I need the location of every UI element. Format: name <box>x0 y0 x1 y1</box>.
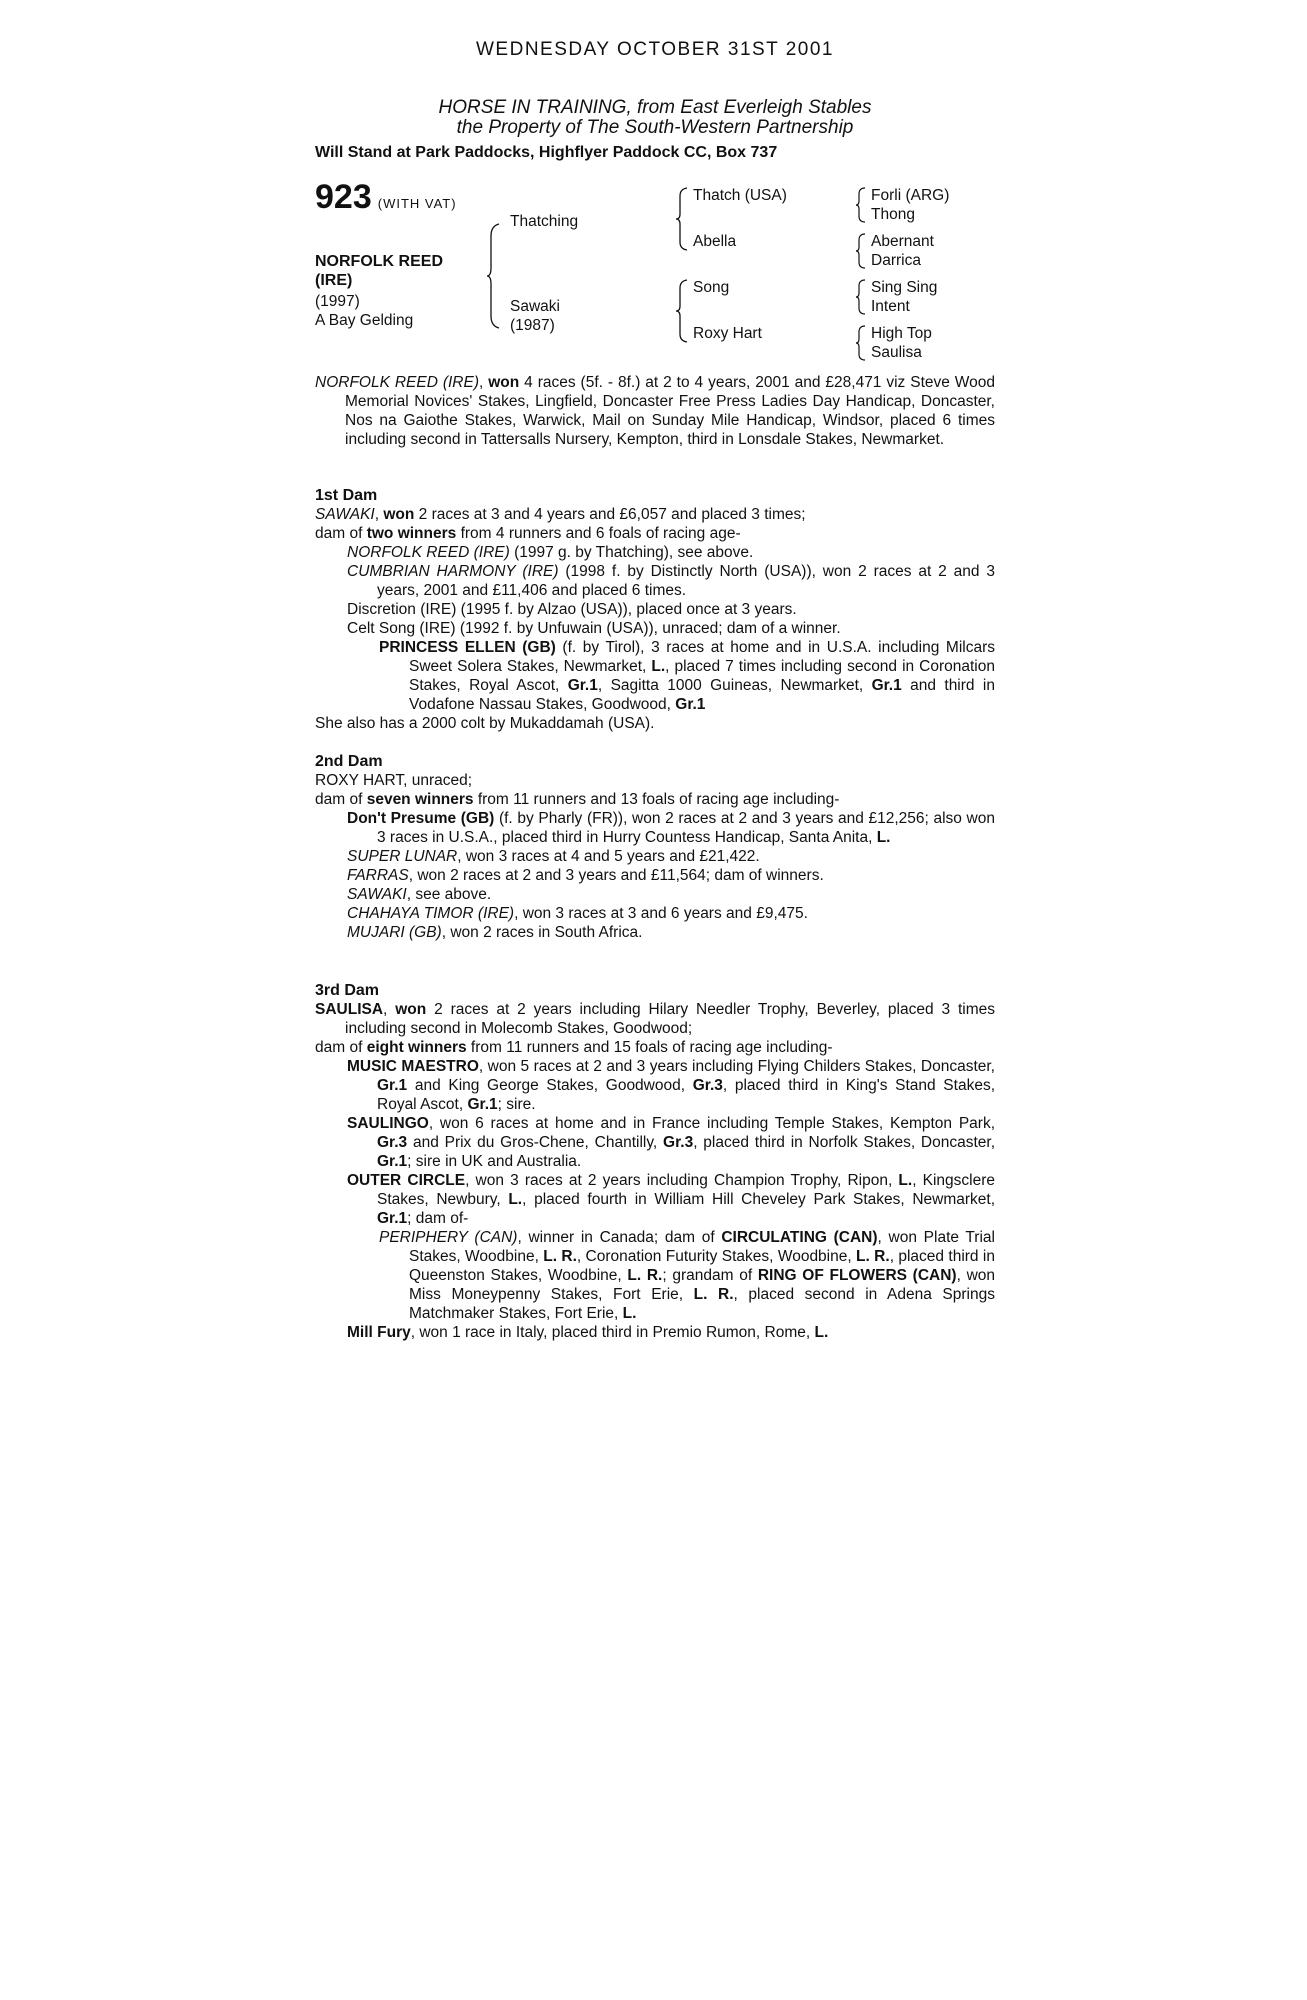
race-record <box>315 373 995 449</box>
listed-label: L. R. <box>627 1267 663 1284</box>
listed-label: L. R. <box>543 1248 577 1265</box>
produce-text: ; dam of- <box>407 1210 469 1227</box>
produce-item <box>315 1171 995 1228</box>
group-label: Gr.1 <box>377 1077 408 1094</box>
produce-text: (1998 f. by Distinctly North (USA)), won 2 races at 2 and 3 years, 2001 and £11,406 and placed 6 times. <box>377 563 995 599</box>
winners-count: eight winners <box>366 1039 467 1056</box>
dam-record: 2 races at 2 years including Hilary Needler Trophy, Beverley, placed 3 times including second in Molecomb Stakes, Goodwood; <box>345 1001 995 1037</box>
race-record-paragraph: NORFOLK REED (IRE), won 4 races (5f. - 8f.) at 2 to 4 years, 2001 and £28,471 viz Steve Wood Memorial Novices' Stakes, Lingfield, Doncaster Free Press Ladies Day Handicap, Doncaster, Nos na Gaiothe Stakes, Warwick, Mail on Sunday Mile Handicap, Windsor, placed 6 times including second in Tattersalls Nursery, Kempton, third in Lonsdale Stakes, Newmarket. <box>315 374 995 448</box>
produce-text: and Prix du Gros-Chene, Chantilly, <box>407 1134 664 1151</box>
produce-text: and King George Stakes, Goodwood, <box>407 1077 693 1094</box>
vat-note: (WITH VAT) <box>377 196 457 211</box>
ggp-brace-4 <box>855 324 867 362</box>
listed-label: L. R. <box>693 1286 734 1303</box>
also-has-line: She also has a 2000 colt by Mukaddamah (USA). <box>315 715 655 732</box>
produce-text: , see above. <box>406 886 492 903</box>
dam-name: SAWAKI <box>315 506 375 523</box>
produce-name: SAWAKI <box>347 886 407 903</box>
pedigree-dam-sire: Song <box>693 279 730 296</box>
first-dam-line: SAWAKI, won 2 races at 3 and 4 years and £6,057 and placed 3 times; <box>315 506 806 523</box>
produce-text: , Kingsclere Stakes, Newbury, <box>377 1172 996 1208</box>
horse-info <box>315 292 465 330</box>
produce-item: Celt Song (IRE) (1992 f. by Unfuwain (USA)), unraced; dam of a winner. <box>347 620 841 637</box>
produce-text: ; sire. <box>497 1096 536 1113</box>
produce-text: (1997 g. by Thatching), see above. <box>509 544 754 561</box>
group-label: Gr.1 <box>871 677 902 694</box>
dam-line-brace <box>675 278 689 344</box>
produce-name: OUTER CIRCLE <box>347 1172 466 1189</box>
ggp-brace-1 <box>855 186 867 224</box>
produce-item <box>315 1114 995 1171</box>
horse-description: A Bay Gelding <box>315 312 414 329</box>
pedigree-ggp-5: Sing Sing <box>871 279 938 296</box>
pedigree-ggp-6: Intent <box>871 298 910 315</box>
dam-record: 2 races at 3 and 4 years and £6,057 and placed 3 times; <box>414 506 806 523</box>
produce-text: , placed third in Queenston Stakes, Woodbine, <box>409 1248 995 1284</box>
second-dam-line: ROXY HART, unraced; <box>315 772 473 789</box>
produce-item <box>315 866 995 885</box>
group-label: Gr.1 <box>567 677 598 694</box>
produce-text: , won 1 race in Italy, placed third in Premio Rumon, Rome, <box>410 1324 815 1341</box>
produce-text: , Sagitta 1000 Guineas, Newmarket, <box>597 677 872 694</box>
pedigree-ggp-3: Abernant <box>871 233 934 250</box>
first-dam-produce-line <box>315 524 995 543</box>
second-dam-section <box>315 752 995 942</box>
produce-text: , won 2 races at 2 and 3 years and £11,564; dam of winners. <box>408 867 824 884</box>
second-dam-heading: 2nd Dam <box>315 753 383 770</box>
produce-text: , won 2 races in South Africa. <box>441 924 643 941</box>
listed-label: L. <box>814 1324 829 1341</box>
listed-label: L. R. <box>856 1248 890 1265</box>
horse-name-ref: NORFOLK REED (IRE) <box>315 374 480 391</box>
second-dam-produce-line <box>315 790 995 809</box>
produce-text: , won 3 races at 4 and 5 years and £21,422. <box>457 848 760 865</box>
produce-text: , won 6 races at home and in France including Temple Stakes, Kempton Park, <box>428 1115 995 1132</box>
produce-name: CIRCULATING (CAN) <box>721 1229 878 1246</box>
produce-item <box>315 847 995 866</box>
produce-text: , placed 7 times including second in Coronation Stakes, Royal Ascot, <box>409 658 995 694</box>
sale-date: WEDNESDAY OCTOBER 31ST 2001 <box>476 39 834 60</box>
group-label: Gr.3 <box>692 1077 723 1094</box>
listed-label: L. <box>651 658 666 675</box>
produce-text: , Coronation Futurity Stakes, Woodbine, <box>576 1248 857 1265</box>
produce-name: RING OF FLOWERS (CAN) <box>757 1267 957 1284</box>
pedigree-ggp-4: Darrica <box>871 252 921 269</box>
listed-label: L. <box>898 1172 913 1189</box>
lot-number-block <box>315 178 457 216</box>
dam-of-label: dam of <box>315 791 367 808</box>
stand-location: Will Stand at Park Paddocks, Highflyer Paddock CC, Box 737 <box>315 144 778 161</box>
third-dam-section <box>315 981 995 1342</box>
pedigree-ggp-8: Saulisa <box>871 344 922 361</box>
pedigree-sire-sire: Thatch (USA) <box>693 187 787 204</box>
group-label: Gr.1 <box>377 1210 408 1227</box>
produce-name: Mill Fury <box>347 1324 411 1341</box>
pedigree-sire-dam: Abella <box>693 233 737 250</box>
ggp-brace-3 <box>855 278 867 316</box>
won-label: won <box>488 374 520 391</box>
first-dam-heading: 1st Dam <box>315 487 378 504</box>
produce-text: , won 3 races at 3 and 6 years and £9,475. <box>514 905 808 922</box>
produce-item <box>315 1057 995 1114</box>
listed-label: L. <box>876 829 891 846</box>
horse-name-line-2: (IRE) <box>315 272 353 289</box>
produce-text: (f. by Tirol), 3 races at home and in U.S.A. including Milcars Sweet Solera Stakes, Newmarket, <box>409 639 995 675</box>
horse-year: (1997) <box>315 293 360 310</box>
third-dam-produce-line <box>315 1038 995 1057</box>
produce-item: Discretion (IRE) (1995 f. by Alzao (USA)), placed once at 3 years. <box>347 601 797 618</box>
sire-line-brace <box>675 186 689 252</box>
produce-text: , placed third in King's Stand Stakes, Royal Ascot, <box>377 1077 995 1113</box>
pedigree-ggp-2: Thong <box>871 206 915 223</box>
pedigree-main-brace <box>487 222 501 330</box>
produce-text: , won Miss Moneypenny Stakes, Fort Erie, <box>409 1267 996 1303</box>
produce-name: SUPER LUNAR <box>347 848 458 865</box>
ggp-brace-2 <box>855 232 867 270</box>
produce-text: , won 3 races at 2 years including Champion Trophy, Ripon, <box>465 1172 899 1189</box>
pedigree-ggp-7: High Top <box>871 325 932 342</box>
produce-item <box>315 885 995 904</box>
group-label: Gr.1 <box>467 1096 498 1113</box>
dam-of-label: dam of <box>315 525 367 542</box>
lot-number: 923 <box>315 178 372 216</box>
third-dam-line: SAULISA, won 2 races at 2 years including Hilary Needler Trophy, Beverley, placed 3 times including second in Molecomb Stakes, Goodwood; <box>315 1001 995 1037</box>
produce-summary: from 11 runners and 13 foals of racing age including- <box>473 791 840 808</box>
produce-name: MUSIC MAESTRO <box>347 1058 479 1075</box>
produce-summary: from 4 runners and 6 foals of racing age- <box>456 525 741 542</box>
pedigree-dam: Sawaki <box>510 298 560 315</box>
produce-text: ; grandam of <box>662 1267 758 1284</box>
pedigree-dam-dam: Roxy Hart <box>693 325 762 342</box>
produce-item <box>315 1228 995 1323</box>
produce-item <box>315 904 995 923</box>
third-dam-heading: 3rd Dam <box>315 982 380 999</box>
winners-count: seven winners <box>366 791 474 808</box>
first-dam-section <box>315 486 995 733</box>
pedigree-ggp-1: Forli (ARG) <box>871 187 950 204</box>
race-record-text: 4 races (5f. - 8f.) at 2 to 4 years, 2001 and £28,471 viz Steve Wood Memorial Novices' Stakes, Lingfield, Doncaster Free Press Ladies Day Handicap, Doncaster, Nos na Gaiothe Stakes, Warwick, Mail on Sunday Mile Handicap, Windsor, placed 6 times including second in Tattersalls Nursery, Kempton, third in Lonsdale Stakes, Newmarket. <box>345 374 995 448</box>
pedigree-dam-year: (1987) <box>510 317 555 334</box>
produce-text: , placed fourth in William Hill Cheveley Park Stakes, Newmarket, <box>522 1191 996 1208</box>
produce-name: PERIPHERY (CAN) <box>379 1229 518 1246</box>
listed-label: L. <box>622 1305 637 1322</box>
produce-text: ; sire in UK and Australia. <box>407 1153 582 1170</box>
produce-item <box>315 809 995 847</box>
produce-summary: from 11 runners and 15 foals of racing age including- <box>466 1039 833 1056</box>
produce-text: , winner in Canada; dam of <box>517 1229 722 1246</box>
produce-item <box>315 543 995 562</box>
group-label: Gr.1 <box>675 696 706 713</box>
produce-name: SAULINGO <box>347 1115 429 1132</box>
group-label: Gr.1 <box>377 1153 408 1170</box>
pedigree-sire: Thatching <box>510 213 579 230</box>
produce-text: , won 5 races at 2 and 3 years including Flying Childers Stakes, Doncaster, <box>478 1058 995 1075</box>
dam-of-label: dam of <box>315 1039 367 1056</box>
group-label: Gr.3 <box>663 1134 694 1151</box>
produce-item <box>315 638 995 714</box>
produce-name: NORFOLK REED (IRE) <box>347 544 510 561</box>
produce-text: (f. by Pharly (FR)), won 2 races at 2 and 3 years and £12,256; also won 3 races in U.S.A., placed third in Hurry Countess Handicap, Santa Anita, <box>377 810 995 846</box>
produce-item <box>315 923 995 942</box>
title-line-1: HORSE IN TRAINING, from East Everleigh Stables <box>438 97 872 118</box>
produce-name: CUMBRIAN HARMONY (IRE) <box>347 563 559 580</box>
produce-text: , placed second in Adena Springs Matchmaker Stakes, Fort Erie, <box>409 1286 995 1322</box>
produce-name: FARRAS <box>347 867 409 884</box>
produce-item <box>315 562 995 600</box>
won-label: won <box>395 1001 427 1018</box>
horse-name-line-1: NORFOLK REED <box>315 253 443 270</box>
title-line-2: the Property of The South-Western Partnership <box>456 117 854 138</box>
group-label: Gr.3 <box>377 1134 408 1151</box>
produce-name: PRINCESS ELLEN (GB) <box>379 639 556 656</box>
produce-item <box>315 1323 995 1342</box>
dam-name: SAULISA <box>315 1001 384 1018</box>
produce-name: CHAHAYA TIMOR (IRE) <box>347 905 515 922</box>
produce-text: , won Plate Trial Stakes, Woodbine, <box>409 1229 995 1265</box>
horse-name <box>315 252 465 290</box>
listed-label: L. <box>508 1191 523 1208</box>
winners-count: two winners <box>366 525 457 542</box>
produce-text: , placed third in Norfolk Stakes, Doncaster, <box>693 1134 996 1151</box>
produce-name: MUJARI (GB) <box>347 924 442 941</box>
produce-name: Don't Presume (GB) <box>347 810 495 827</box>
produce-text: and third in Vodafone Nassau Stakes, Goodwood, <box>409 677 995 713</box>
won-label: won <box>383 506 415 523</box>
